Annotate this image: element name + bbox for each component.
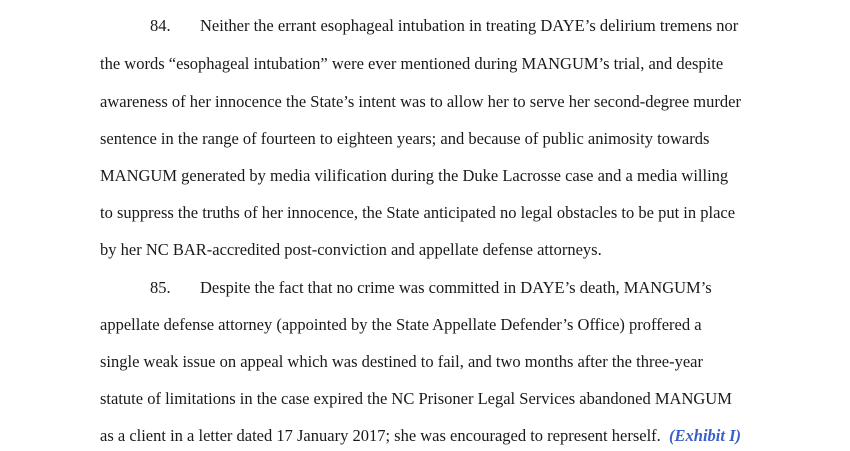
paragraph-text: as a client in a letter dated 17 January 2017; she was encouraged to represent herself. [100,426,661,445]
paragraph-line: MANGUM generated by media vilification during the Duke Lacrosse case and a media willing [100,166,729,185]
paragraph-line: sentence in the range of fourteen to eighteen years; and because of public animosity towards [100,129,710,148]
paragraph-line: appellate defense attorney (appointed by the State Appellate Defender’s Office) proffered a [100,315,702,334]
paragraph-line: awareness of her innocence the State’s intent was to allow her to serve her second-degree murder [100,92,741,111]
paragraph-line: single weak issue on appeal which was destined to fail, and two months after the three-year [100,352,703,371]
paragraph-number: 85. [150,278,171,297]
paragraph-85-first-line [150,278,712,298]
paragraph-text: Neither the errant esophageal intubation in treating DAYE’s delirium tremens nor [200,16,739,35]
paragraph-line: statute of limitations in the case expired the NC Prisoner Legal Services abandoned MANGUM [100,389,732,408]
paragraph-line: the words “esophageal intubation” were ever mentioned during MANGUM’s trial, and despite [100,54,724,73]
paragraph-line: to suppress the truths of her innocence, the State anticipated no legal obstacles to be put in place [100,203,736,222]
paragraph-84-first-line [150,16,738,36]
paragraph-last-line [100,426,741,446]
paragraph-line: by her NC BAR-accredited post-conviction and appellate defense attorneys. [100,240,602,259]
paragraph-number: 84. [150,16,171,35]
paragraph-text: Despite the fact that no crime was committed in DAYE’s death, MANGUM’s [200,278,712,297]
exhibit-reference-link[interactable]: (Exhibit I) [669,426,742,445]
